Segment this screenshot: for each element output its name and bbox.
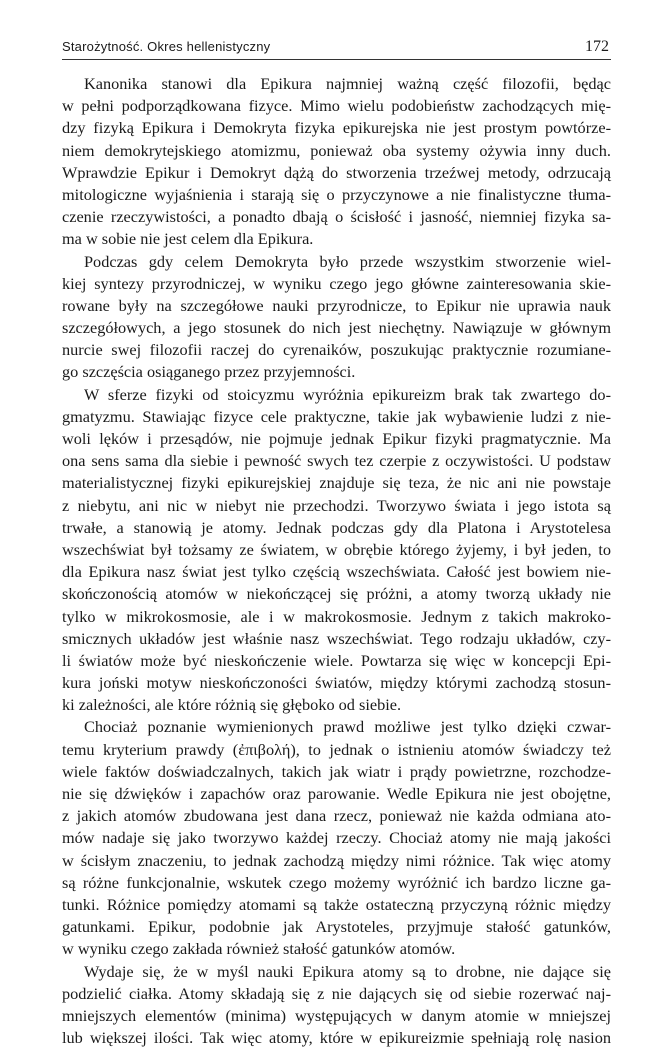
text-line: trwałe, a stanowią je atomy. Jednak podczas gdy dla Platona i Arystotelesa [62, 517, 611, 539]
text-line: wiele faktów doświadczalnych, takich jak wiatr i prądy powietrzne, rozchodze- [62, 761, 611, 783]
text-line: ma w sobie nie jest celem dla Epikura. [62, 228, 611, 250]
text-line: dzy fizyką Epikura i Demokryta fizyka epikurejska nie jest prostym powtórze- [62, 117, 611, 139]
text-line: tunki. Różnice pomiędzy atomami są także ostateczną przyczyną różnic między [62, 894, 611, 916]
text-line: nie się dźwięków i zapachów oraz parowanie. Wedle Epikura nie jest obojętne, [62, 783, 611, 805]
book-page [62, 38, 611, 1049]
text-line: mitologiczne wyjaśnienia i starają się o przyczynowe a nie finalistyczne tłuma- [62, 184, 611, 206]
text-line: gmatyzmu. Stawiając fizyce cele praktyczne, takie jak wybawienie ludzi z nie- [62, 406, 611, 428]
running-head [62, 38, 611, 60]
text-line: szczegółowych, a jego stosunek do nich jest niechętny. Nawiązuje w głównym [62, 317, 611, 339]
text-line: Wydaje się, że w myśl nauki Epikura atomy są to drobne, nie dające się [62, 961, 611, 983]
text-line: Wprawdzie Epikur i Demokryt dążą do stworzenia trzeźwej metody, odrzucają [62, 162, 611, 184]
paragraph-2 [62, 251, 611, 384]
text-line: skończonością atomów w niekończącej się próżni, a atomy tworzą układy nie [62, 583, 611, 605]
page-number: 172 [585, 38, 611, 56]
paragraph-4 [62, 716, 611, 960]
text-line: Kanonika stanowi dla Epikura najmniej ważną część filozofii, będąc [62, 73, 611, 95]
paragraph-5 [62, 961, 611, 1049]
text-line: w wyniku czego zakłada również stałość gatunków atomów. [62, 938, 611, 960]
text-line: materialistycznej fizyki epikurejskiej znajduje się teza, że nic ani nie powstaje [62, 472, 611, 494]
text-line: lub większej ilości. Tak więc atomy, które w epikureizmie spełniają rolę nasion [62, 1027, 611, 1049]
text-line: temu kryterium prawdy (ἐπιβολή), to jednak o istnieniu atomów świadczy też [62, 739, 611, 761]
text-line: ona sens sama dla siebie i pewność swych tez czerpie z oczywistości. U podstaw [62, 450, 611, 472]
text-line: smicznych układów jest właśnie nasz wszechświat. Tego rodzaju układów, czy- [62, 628, 611, 650]
text-line: gatunkami. Epikur, podobnie jak Arystoteles, przyjmuje stałość gatunków, [62, 916, 611, 938]
text-line: W sferze fizyki od stoicyzmu wyróżnia epikureizm brak tak zwartego do- [62, 384, 611, 406]
text-line: wszechświat był tożsamy ze światem, w obrębie którego żyjemy, i był jeden, to [62, 539, 611, 561]
text-line: kiej syntezy przyrodniczej, w wyniku czego jego główne zainteresowania skie- [62, 273, 611, 295]
body-text [62, 73, 611, 1049]
text-line: mniejszych elementów (minima) występujących w danym atomie w mniejszej [62, 1005, 611, 1027]
text-line: go szczęścia osiąganego przez przyjemności. [62, 361, 611, 383]
text-line: mów nadaje się jako tworzywo każdej rzeczy. Chociaż atomy nie mają jakości [62, 827, 611, 849]
text-line: ki zależności, ale które różnią się głęboko od siebie. [62, 694, 611, 716]
text-line: tylko w mikrokosmosie, ale i w makrokosmosie. Jednym z takich makroko- [62, 606, 611, 628]
text-line: czenie rzeczywistości, a ponadto dbają o ścisłość i jasność, niemniej fizyka sa- [62, 206, 611, 228]
text-line: Podczas gdy celem Demokryta było przede wszystkim stworzenie wiel- [62, 251, 611, 273]
text-line: w pełni podporządkowana fizyce. Mimo wielu podobieństw zachodzących mię- [62, 95, 611, 117]
paragraph-3 [62, 384, 611, 717]
text-line: podzielić ciałka. Atomy składają się z nie dających się od siebie rozerwać naj- [62, 983, 611, 1005]
text-line: kura joński motyw nieskończoności światów, między którymi zachodzą stosun- [62, 672, 611, 694]
text-line: Chociaż poznanie wymienionych prawd możliwe jest tylko dzięki czwar- [62, 716, 611, 738]
text-line: w ścisłym znaczeniu, to jednak zachodzą między nimi różnice. Tak więc atomy [62, 850, 611, 872]
text-line: nurcie swej filozofii raczej do cyrenaików, poszukując praktycznie rozumiane- [62, 339, 611, 361]
section-title: Starożytność. Okres hellenistyczny [62, 38, 270, 56]
text-line: rowane były na szczegółowe nauki przyrodnicze, to Epikur nie uprawia nauk [62, 295, 611, 317]
text-line: niem demokrytejskiego atomizmu, ponieważ oba systemy ożywia inny duch. [62, 140, 611, 162]
paragraph-1 [62, 73, 611, 251]
text-line: dla Epikura nasz świat jest tylko częścią wszechświata. Całość jest bowiem nie- [62, 561, 611, 583]
text-line: li światów może być nieskończenie wiele. Powtarza się więc w koncepcji Epi- [62, 650, 611, 672]
text-line: są różne funkcjonalnie, wskutek czego możemy wyróżnić ich bardzo liczne ga- [62, 872, 611, 894]
text-line: woli lęków i przesądów, nie pojmuje jednak Epikur fizyki pragmatycznie. Ma [62, 428, 611, 450]
text-line: z jakich atomów zbudowana jest dana rzecz, ponieważ nie każda odmiana ato- [62, 805, 611, 827]
text-line: z niebytu, ani nic w niebyt nie przechodzi. Tworzywo świata i jego istota są [62, 495, 611, 517]
